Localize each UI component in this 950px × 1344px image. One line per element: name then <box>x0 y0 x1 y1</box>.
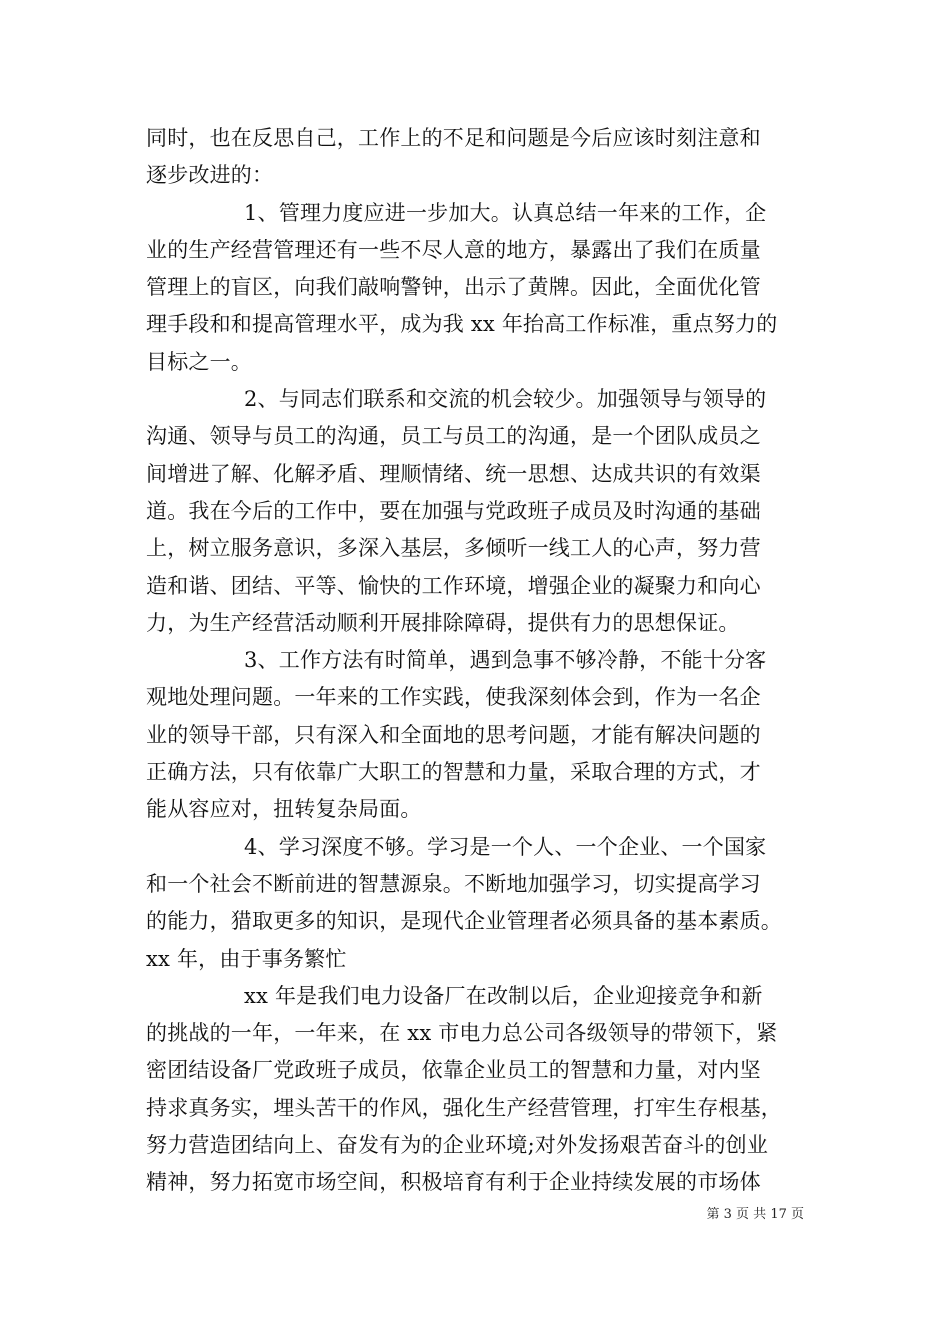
text-line: 1、管理力度应进一步加大。认真总结一年来的工作，企 <box>244 200 767 225</box>
text-line: 努力营造团结向上、奋发有为的企业环境;对外发扬艰苦奋斗的创业 <box>146 1133 769 1158</box>
text-line: 精神，努力拓宽市场空间，积极培育有利于企业持续发展的市场体 <box>146 1170 761 1195</box>
text-line: 逐步改进的： <box>146 163 274 188</box>
text-line: 管理上的盲区，向我们敲响警钟，出示了黄牌。因此，全面优化管 <box>146 275 761 300</box>
text-line: 间增进了解、化解矛盾、理顺情绪、统一思想、达成共识的有效渠 <box>146 461 761 486</box>
text-line: 目标之一。 <box>146 349 252 374</box>
text-line: xx 年，由于事务繁忙 <box>146 946 347 971</box>
text-line: 和一个社会不断前进的智慧源泉。不断地加强学习，切实提高学习 <box>146 871 761 896</box>
text-line: 力，为生产经营活动顺利开展排除障碍，提供有力的思想保证。 <box>146 610 740 635</box>
page-number-footer: 第 3 页 共 17 页 <box>706 1207 804 1222</box>
text-line: 业的领导干部，只有深入和全面地的思考问题，才能有解决问题的 <box>146 722 761 747</box>
text-line: xx 年是我们电力设备厂在改制以后，企业迎接竞争和新 <box>244 983 763 1008</box>
text-line: 正确方法，只有依靠广大职工的智慧和力量，采取合理的方式，才 <box>146 760 761 785</box>
text-line: 业的生产经营管理还有一些不尽人意的地方，暴露出了我们在质量 <box>146 237 761 262</box>
text-line: 3、工作方法有时简单，遇到急事不够冷静，不能十分客 <box>244 648 767 673</box>
text-line: 的挑战的一年，一年来，在 xx 市电力总公司各级领导的带领下，紧 <box>146 1021 778 1046</box>
text-line: 造和谐、团结、平等、愉快的工作环境，增强企业的凝聚力和向心 <box>146 573 761 598</box>
text-line: 4、学习深度不够。学习是一个人、一个企业、一个国家 <box>244 834 767 859</box>
text-line: 2、与同志们联系和交流的机会较少。加强领导与领导的 <box>244 387 767 412</box>
text-line: 密团结设备厂党政班子成员，依靠企业员工的智慧和力量，对内坚 <box>146 1058 761 1083</box>
text-line: 上，树立服务意识，多深入基层，多倾听一线工人的心声，努力营 <box>146 536 761 561</box>
text-line: 道。我在今后的工作中，要在加强与党政班子成员及时沟通的基础 <box>146 498 761 523</box>
text-line: 的能力，猎取更多的知识，是现代企业管理者必须具备的基本素质。 <box>146 909 782 934</box>
document-body <box>146 120 810 1202</box>
text-line: 能从容应对，扭转复杂局面。 <box>146 797 422 822</box>
text-line: 沟通、领导与员工的沟通，员工与员工的沟通，是一个团队成员之 <box>146 424 761 449</box>
text-line: 理手段和和提高管理水平，成为我 xx 年抬高工作标准，重点努力的 <box>146 312 778 337</box>
text-line: 观地处理问题。一年来的工作实践，使我深刻体会到，作为一名企 <box>146 685 761 710</box>
text-line: 持求真务实，埋头苦干的作风，强化生产经营管理，打牢生存根基， <box>146 1095 782 1120</box>
text-line: 同时，也在反思自己，工作上的不足和问题是今后应该时刻注意和 <box>146 126 761 150</box>
